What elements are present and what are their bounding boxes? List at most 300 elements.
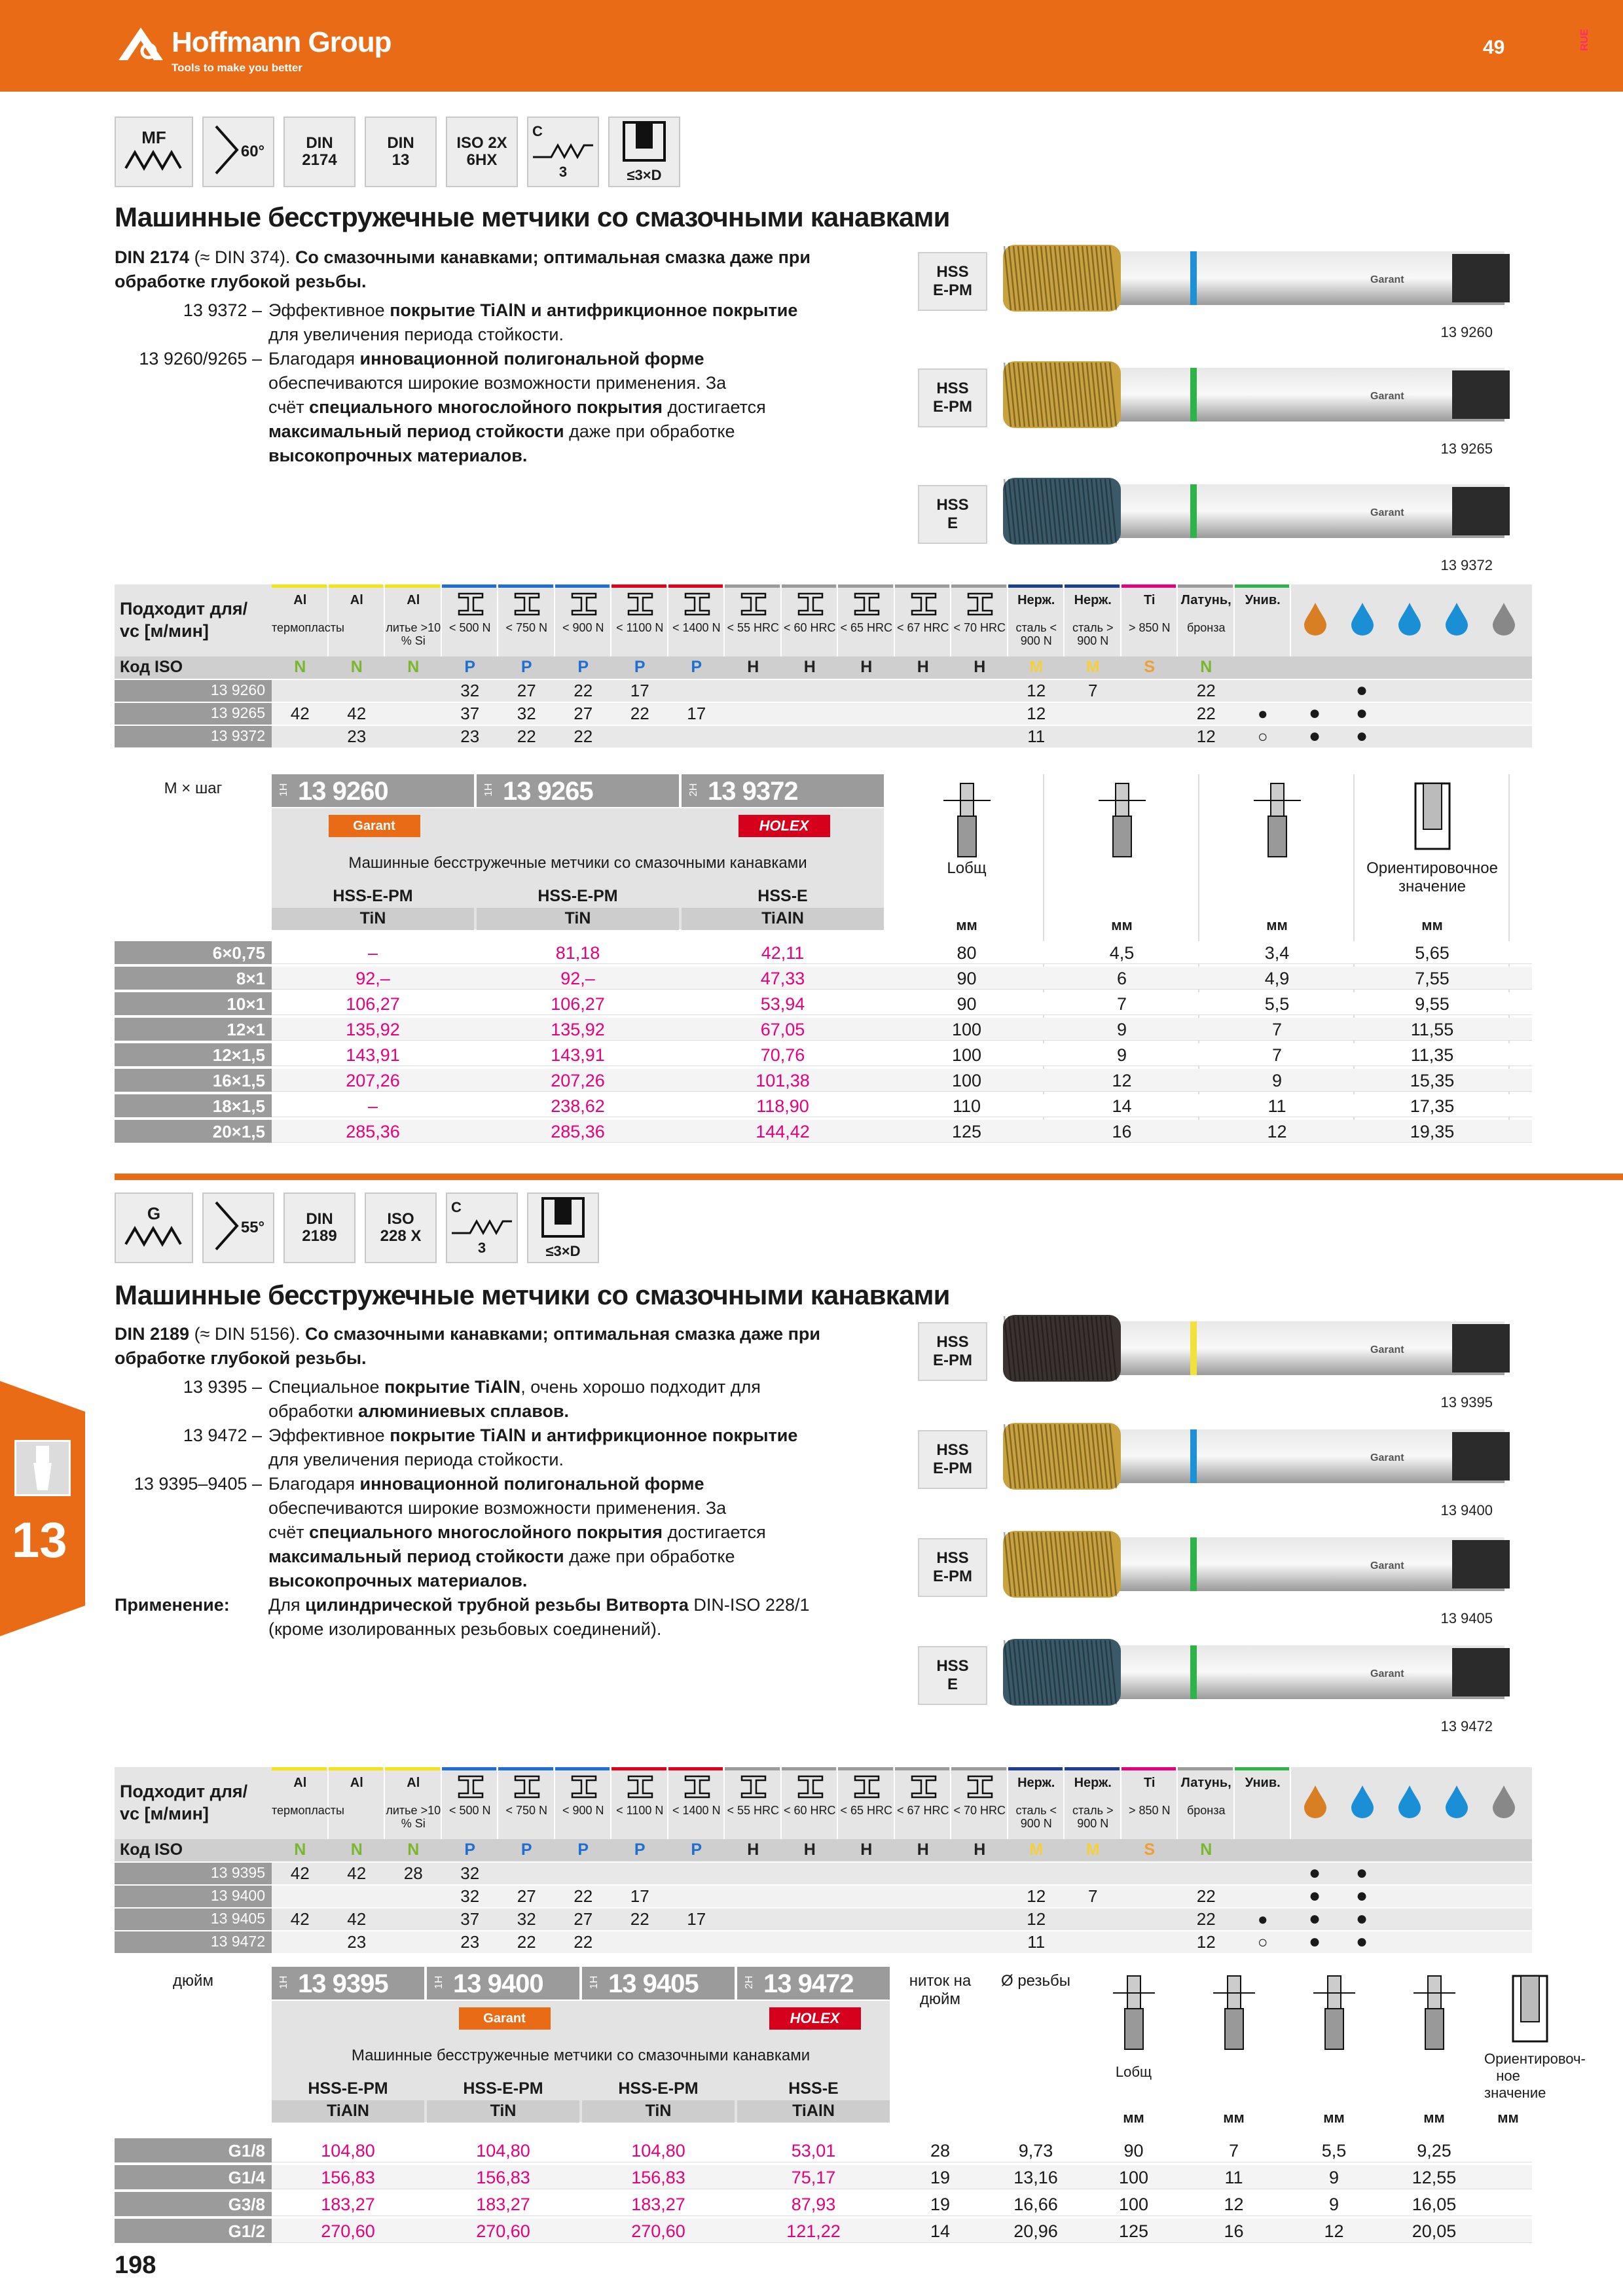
dimension-value: 12	[1324, 2221, 1344, 2241]
product-code: 13 9395	[210, 1864, 265, 1881]
tap-code: 13 9395	[1440, 1394, 1493, 1410]
price: 207,26	[346, 1071, 400, 1090]
note-text: DIN-ISO 228/1	[688, 1595, 810, 1615]
intro-standard: DIN 2189	[115, 1324, 190, 1344]
cutting-speed: 12	[1027, 704, 1046, 723]
spec-symbol	[446, 1193, 518, 1263]
dimension-value: 80	[957, 943, 977, 963]
universal-coolant-icon	[1490, 601, 1518, 639]
dimension-note: Lобщ	[947, 859, 987, 877]
coolant-suitability-mark: ●	[1308, 1908, 1321, 1929]
dimension-value: 16	[1112, 1122, 1132, 1141]
material-label	[918, 1430, 987, 1489]
chapter-number: 13	[12, 1513, 67, 1568]
product-code-header: 13 9395	[298, 1969, 388, 1998]
coating: TiN	[359, 909, 386, 927]
dimension-value: 20,05	[1412, 2221, 1457, 2241]
material-line: HSS	[936, 263, 969, 281]
cutting-speed: 22	[1196, 1886, 1216, 1906]
standard-label: ISO	[387, 1210, 414, 1228]
material-strength: литье >10 % Si	[386, 1804, 441, 1830]
price: 101,38	[756, 1071, 810, 1090]
cutting-speed: 12	[1027, 681, 1046, 700]
thread-size: 18×1,5	[212, 1096, 265, 1116]
cutting-speed: 32	[517, 1909, 536, 1929]
dimension-value: 16,05	[1412, 2195, 1457, 2214]
angle-label: 55°	[240, 1219, 265, 1236]
dimension-value: 9	[1116, 1020, 1127, 1039]
price: 42,11	[761, 943, 805, 963]
material-color-bar	[1178, 1767, 1233, 1770]
note-text: даже при обработке	[564, 1547, 735, 1566]
price: 81,18	[555, 943, 600, 963]
price: 106,27	[346, 994, 400, 1014]
thread-size: 12×1	[227, 1020, 265, 1039]
cutting-speed: 27	[517, 681, 536, 700]
cutting-speed: 17	[630, 681, 649, 700]
product-code: 13 9400	[210, 1887, 265, 1904]
dimension-value: 4,5	[1109, 943, 1135, 963]
thread-size: 10×1	[227, 994, 265, 1014]
extra-column-header: Ø резьбы	[1000, 1972, 1070, 1990]
intro-text-2	[115, 1322, 881, 1371]
standard-number: 2174	[302, 151, 337, 169]
dimension-value: 19,35	[1410, 1122, 1455, 1141]
price: 285,36	[551, 1122, 605, 1141]
material-strength: < 60 HRC	[783, 1804, 836, 1817]
material-grade: HSS-E	[788, 2079, 839, 2098]
iso-label: Код ISO	[120, 1840, 183, 1859]
tap-square-icon	[1311, 1973, 1358, 2062]
price: 143,91	[346, 1045, 400, 1065]
material-strength: бронза	[1186, 621, 1226, 634]
note-text: счёт	[268, 397, 310, 417]
cutting-speed: 23	[460, 726, 480, 746]
product-description: Машинные бесстружечные метчики со смазочными канавками	[348, 854, 807, 872]
note-code: 13 9260/9265 –	[139, 349, 262, 368]
price: 118,90	[756, 1096, 809, 1116]
steel-beam-icon	[627, 592, 653, 619]
material-color-bar	[1235, 1767, 1290, 1770]
thread-size: G1/4	[228, 2168, 265, 2187]
unit-label: мм	[1266, 917, 1288, 933]
price: 270,60	[631, 2221, 685, 2241]
cutting-speed: 7	[1088, 1886, 1098, 1906]
price: 270,60	[476, 2221, 530, 2241]
price: 156,83	[321, 2168, 375, 2187]
iso-code: N	[407, 658, 420, 676]
dimension-value: 12	[1267, 1122, 1287, 1141]
svg-text:Garant: Garant	[1370, 274, 1404, 285]
coolant-suitability-mark: ●	[1355, 1931, 1368, 1952]
spec-symbol	[283, 1193, 356, 1263]
material-color-bar	[1235, 584, 1290, 588]
product-code: 13 9265	[210, 704, 265, 721]
angle-icon	[212, 1200, 241, 1256]
product-code: 13 9405	[210, 1910, 265, 1927]
note-bold: инновационной полигональной форме	[359, 1474, 704, 1494]
intro-text-1	[115, 245, 881, 294]
iso-code: P	[520, 1840, 532, 1859]
material-strength: < 55 HRC	[727, 621, 780, 634]
material-strength: < 500 N	[448, 1804, 491, 1817]
thread-size: 12×1,5	[212, 1045, 265, 1065]
thread-size: 6×0,75	[212, 943, 265, 963]
iso-code: H	[974, 658, 986, 676]
thread-angle	[212, 124, 264, 180]
tap-tool-image	[1000, 236, 1511, 334]
spec-symbol	[365, 1193, 437, 1263]
material-strength: литье >10 % Si	[386, 621, 441, 647]
dimension-value: 110	[952, 1096, 981, 1116]
price: 104,80	[631, 2141, 685, 2161]
chamfer-label: C	[451, 1199, 462, 1215]
cutting-speed: 42	[290, 704, 310, 723]
material-strength: < 900 N	[562, 1804, 604, 1817]
iso-code: S	[1144, 658, 1156, 676]
dimension-value: 20,96	[1013, 2221, 1058, 2241]
price: 183,27	[321, 2195, 375, 2214]
note-code: 13 9472 –	[183, 1426, 262, 1445]
intro-ref: (≈ DIN 374).	[189, 247, 295, 267]
unit-label: мм	[1123, 2109, 1144, 2126]
cutting-speed: 27	[517, 1886, 536, 1906]
cutting-speed: 42	[290, 1863, 310, 1883]
holex-logo: HOLEX	[739, 815, 830, 837]
cutting-speed: 22	[574, 1886, 593, 1906]
steel-beam-icon	[627, 1775, 653, 1802]
cutting-speed: 22	[630, 1909, 649, 1929]
price: 183,27	[476, 2195, 530, 2214]
tolerance-class: 1H	[433, 1975, 445, 1989]
thread-size: G1/8	[228, 2141, 265, 2161]
iso-code: H	[747, 1840, 759, 1859]
iso-code: P	[464, 1840, 476, 1859]
price: 104,80	[321, 2141, 375, 2161]
material-color-bar	[272, 584, 327, 588]
thread-size: 20×1,5	[212, 1122, 265, 1141]
coolant-oil-icon	[1302, 601, 1329, 639]
material-strength: > 850 N	[1128, 621, 1171, 634]
price: 285,36	[346, 1122, 400, 1141]
iso-label: Код ISO	[120, 658, 183, 676]
material-color-bar	[725, 1767, 780, 1770]
material-strength: термопласты	[272, 1804, 344, 1817]
tap-tool-image	[1000, 469, 1511, 567]
material-color-bar	[1065, 584, 1120, 588]
price: 75,17	[791, 2168, 836, 2187]
note-bold: инновационной полигональной форме	[359, 349, 704, 368]
material-strength: < 65 HRC	[840, 1804, 893, 1817]
unit-label: мм	[1497, 2109, 1519, 2126]
size-column-label: M × шаг	[164, 780, 223, 797]
dimension-value: 5,65	[1415, 943, 1450, 963]
cutting-speed: 42	[347, 1909, 367, 1929]
intro-standard: DIN 2174	[115, 247, 190, 267]
steel-beam-icon	[854, 592, 880, 619]
svg-text:Garant: Garant	[1370, 391, 1404, 402]
dimension-value: 7	[1228, 2141, 1239, 2161]
cutting-speed: 28	[403, 1863, 423, 1883]
iso-code: P	[634, 658, 646, 676]
note-bold: специального многослойного покрытия	[309, 1522, 663, 1542]
dimension-value: 9	[1116, 1045, 1127, 1065]
tap-code: 13 9260	[1440, 324, 1493, 340]
spec-symbol	[365, 117, 437, 187]
material-strength: < 1400 N	[672, 1804, 721, 1817]
cutting-speed: 11	[1027, 726, 1046, 746]
material-name: Ti	[1144, 1776, 1156, 1790]
suit-subtitle: vc [м/мин]	[120, 621, 209, 641]
material-label	[918, 252, 987, 311]
spec-symbol	[608, 117, 680, 187]
price: 156,83	[476, 2168, 530, 2187]
tap-tool-image	[1000, 1630, 1511, 1728]
price: 67,05	[760, 1020, 805, 1039]
material-label	[918, 485, 987, 544]
garant-logo: Garant	[329, 815, 420, 837]
coolant-suitability-mark: ●	[1308, 1931, 1321, 1952]
steel-beam-icon	[740, 592, 767, 619]
dimension-value: 125	[1118, 2221, 1149, 2241]
note-bold: максимальный период стойкости	[268, 1547, 564, 1566]
note-text: Для	[268, 1595, 306, 1615]
material-color-bar	[951, 584, 1006, 588]
coolant-suitability-mark: ●	[1355, 1885, 1368, 1907]
suit-title: Подходит для/	[120, 599, 248, 619]
tolerance-class: 2H	[744, 1975, 755, 1989]
tap-hole-diameter-icon	[1504, 1973, 1556, 2049]
extra-column-header: ниток на дюйм	[909, 1972, 972, 2008]
material-color-bar	[555, 1767, 610, 1770]
note-bold: специального многослойного покрытия	[309, 397, 663, 417]
dimension-value: 14	[930, 2221, 951, 2241]
note-text: Эффективное	[268, 1426, 390, 1445]
material-line: E-PM	[933, 1352, 972, 1369]
material-strength: < 55 HRC	[727, 1804, 780, 1817]
price: –	[367, 1096, 378, 1116]
cutting-speed: 12	[1196, 726, 1216, 746]
cutting-speed: 32	[517, 704, 536, 723]
cutting-speed: 22	[574, 726, 593, 746]
tap-code: 13 9405	[1440, 1610, 1493, 1626]
price: 121,22	[786, 2221, 841, 2241]
chapter-tab	[0, 1381, 85, 1636]
material-line: HSS	[936, 1441, 969, 1459]
svg-text:Garant: Garant	[1370, 1560, 1404, 1571]
cutting-speed: 12	[1196, 1932, 1216, 1952]
garant-logo: Garant	[459, 2007, 551, 2030]
cutting-speed: 22	[574, 681, 593, 700]
svg-text:Garant: Garant	[1370, 507, 1404, 518]
spec-symbol	[202, 1193, 274, 1263]
page-number-top: 49	[1483, 37, 1505, 58]
material-color-bar	[1178, 584, 1233, 588]
steel-beam-icon	[571, 1775, 597, 1802]
cutting-speed: 22	[517, 726, 536, 746]
material-color-bar	[668, 1767, 723, 1770]
note-text: обработки	[268, 1401, 359, 1421]
standard-label: ISO 2X	[456, 134, 507, 152]
material-color-bar	[782, 584, 837, 588]
coolant-suitability-mark: ●	[1355, 725, 1368, 747]
dimension-value: 100	[951, 1071, 982, 1090]
unit-label: мм	[956, 917, 977, 933]
coolant-suitability-mark: ●	[1355, 679, 1368, 701]
dimension-value: 19	[930, 2195, 951, 2214]
note-text: Специальное	[268, 1377, 384, 1397]
dimension-value: 14	[1112, 1096, 1132, 1116]
dimension-value: 6	[1116, 969, 1127, 988]
cutting-speed: ○	[1257, 726, 1268, 746]
dimension-value: 4,9	[1264, 969, 1290, 988]
tap-code: 13 9265	[1440, 440, 1493, 457]
iso-code: N	[294, 658, 306, 676]
material-color-bar	[329, 1767, 384, 1770]
material-line: HSS	[936, 496, 969, 514]
hoffmann-logo-icon	[115, 25, 167, 62]
product-code: 13 9260	[210, 681, 265, 698]
cutting-speed: 22	[1196, 681, 1216, 700]
cutting-speed: 12	[1027, 1909, 1046, 1929]
material-line: HSS	[936, 1333, 969, 1351]
product-code-header: 13 9472	[763, 1969, 854, 1998]
material-grade: HSS-E-PM	[333, 887, 413, 905]
steel-beam-icon	[967, 1775, 993, 1802]
price: 156,83	[631, 2168, 685, 2187]
tap-tool-image	[1000, 1306, 1511, 1404]
material-color-bar	[668, 584, 723, 588]
svg-text:Garant: Garant	[1370, 1344, 1404, 1355]
angle-label: 60°	[240, 143, 265, 160]
material-color-bar	[895, 1767, 950, 1770]
cutting-speed: 23	[347, 1932, 367, 1952]
tolerance-class: 2H	[688, 783, 699, 797]
material-grade: HSS-E-PM	[538, 887, 618, 905]
spec-symbol	[527, 1193, 599, 1263]
page-number-bottom: 198	[115, 2251, 156, 2279]
tap-tool-image	[1000, 1522, 1511, 1620]
note-bold: покрытие TiAlN и антифрикционное покрытие	[390, 300, 798, 320]
dimension-value: 5,5	[1264, 994, 1290, 1014]
material-strength: термопласты	[272, 621, 344, 634]
material-strength: < 70 HRC	[953, 621, 1006, 634]
product-code-header: 13 9260	[298, 777, 388, 806]
tap-tool-image	[1000, 1414, 1511, 1512]
coolant-oil-icon	[1302, 1784, 1329, 1821]
product-code-header: 13 9405	[608, 1969, 699, 1998]
standard-label: DIN	[306, 1210, 333, 1228]
cutting-speed: 17	[687, 704, 706, 723]
cutting-speed: 32	[460, 1886, 480, 1906]
material-strength: < 1400 N	[672, 621, 721, 634]
tap-tool-image	[1000, 352, 1511, 450]
spec-symbol	[527, 117, 599, 187]
price: 70,76	[760, 1045, 805, 1065]
dimension-value: 90	[957, 994, 977, 1014]
dimension-value: 100	[1118, 2195, 1149, 2214]
steel-beam-icon	[740, 1775, 767, 1802]
material-name: Нерж.	[1017, 593, 1055, 607]
product-code-header: 13 9400	[453, 1969, 543, 1998]
material-strength: > 850 N	[1128, 1804, 1171, 1817]
steel-beam-icon	[684, 592, 710, 619]
cutting-speed: 42	[290, 1909, 310, 1929]
material-strength: сталь < 900 N	[1015, 621, 1057, 647]
material-label	[918, 1538, 987, 1597]
price: –	[367, 943, 378, 963]
price: 207,26	[551, 1071, 605, 1090]
material-strength: сталь > 900 N	[1072, 1804, 1114, 1830]
dimension-value: 90	[1123, 2141, 1144, 2161]
cutting-speed: 23	[347, 726, 367, 746]
material-color-bar	[498, 1767, 553, 1770]
coolant-suitability-mark: ●	[1355, 1862, 1368, 1884]
note-text: для увеличения периода стойкости.	[268, 325, 564, 344]
unit-label: мм	[1423, 2109, 1445, 2126]
iso-code: M	[1085, 658, 1100, 676]
thread-profile-icon	[124, 1225, 183, 1251]
material-strength: сталь < 900 N	[1015, 1804, 1057, 1830]
material-line: E-PM	[933, 1460, 972, 1477]
iso-code: N	[350, 1840, 363, 1859]
thread-profile-icon	[124, 149, 183, 175]
product-code-header: 13 9372	[708, 777, 798, 806]
material-color-bar	[498, 584, 553, 588]
standard-number: 228 X	[380, 1227, 422, 1245]
notes-2	[115, 1375, 913, 1641]
iso-code: P	[520, 658, 532, 676]
material-name: Унив.	[1245, 1776, 1281, 1790]
brand-name: Hoffmann Group	[172, 26, 392, 58]
note-text: (кроме изолированных резьбовых соединений).	[268, 1619, 662, 1639]
note-text: обеспечиваются широкие возможности применения. За	[268, 1498, 727, 1518]
note-text: Благодаря	[268, 1474, 360, 1494]
note-text: достигается	[662, 397, 766, 417]
dimension-note: Lобщ	[1115, 2064, 1152, 2080]
note-bold: максимальный период стойкости	[268, 422, 564, 441]
depth-label: ≤3×D	[545, 1243, 581, 1259]
material-strength: бронза	[1186, 1804, 1226, 1817]
material-name: Al	[293, 1776, 307, 1790]
material-name: Ti	[1144, 593, 1156, 607]
material-strength: < 67 HRC	[896, 1804, 949, 1817]
tap-neck-diameter-icon	[1411, 1973, 1458, 2062]
iso-code: M	[1085, 1840, 1100, 1859]
price: 87,93	[791, 2195, 836, 2214]
holex-logo: HOLEX	[769, 2007, 861, 2030]
chamfer-icon	[450, 1216, 513, 1240]
material-line: E	[947, 1676, 958, 1693]
unit-label: мм	[1421, 917, 1443, 933]
thread-size: 16×1,5	[212, 1071, 265, 1090]
note-text: обеспечиваются широкие возможности применения. За	[268, 373, 727, 393]
dry-machining-icon	[1443, 601, 1470, 639]
dimension-value: 9	[1328, 2195, 1340, 2214]
material-name: Al	[293, 593, 307, 607]
coating: TiAlN	[327, 2102, 369, 2120]
iso-code: P	[577, 658, 589, 676]
standard-number: 6HX	[466, 151, 498, 169]
thread-size: G1/2	[228, 2221, 265, 2241]
coolant-suitability-mark: ●	[1308, 1862, 1321, 1884]
cutting-speed: 27	[574, 704, 593, 723]
dimension-value: 125	[951, 1122, 982, 1141]
coolant-suitability-mark: ●	[1355, 702, 1368, 724]
iso-code: H	[803, 1840, 816, 1859]
iso-code: H	[803, 658, 816, 676]
language-code: RUE	[1578, 29, 1590, 51]
